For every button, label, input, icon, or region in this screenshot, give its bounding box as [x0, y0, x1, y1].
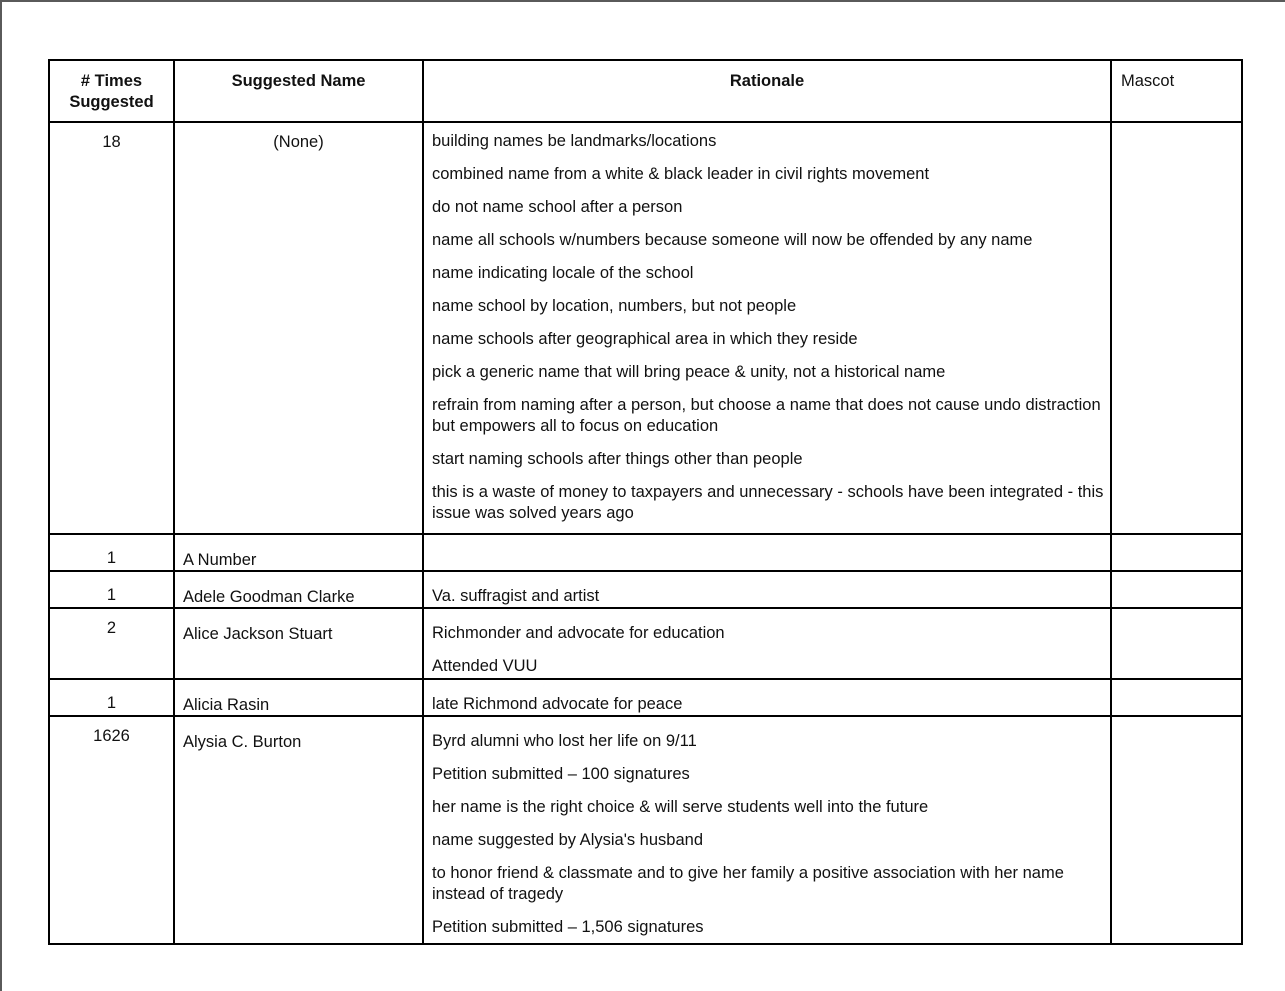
mascot-cell	[1111, 716, 1242, 944]
rationale-cell	[423, 679, 1111, 716]
window-frame-top	[0, 0, 1285, 2]
suggested-name-cell: Alicia Rasin	[174, 679, 423, 716]
rationale-item: do not name school after a person	[432, 198, 683, 216]
table-row	[49, 679, 1242, 716]
rationale-item: her name is the right choice & will serve students well into the future	[432, 798, 929, 816]
times-suggested-cell: 18	[49, 122, 174, 534]
rationale-item: this is a waste of money to taxpayers and unnecessary - schools have been integrated - this issue was solved years ago	[432, 483, 1104, 522]
table-row	[49, 571, 1242, 608]
rationale-item: name school by location, numbers, but not people	[432, 297, 797, 315]
rationale-item: name suggested by Alysia's husband	[432, 831, 703, 849]
times-suggested-cell: 1	[49, 571, 174, 608]
mascot-cell	[1111, 534, 1242, 571]
rationale-cell	[423, 122, 1111, 534]
rationale-item: late Richmond advocate for peace	[432, 695, 683, 713]
times-suggested-cell: 1	[49, 534, 174, 571]
table-row	[49, 534, 1242, 571]
rationale-item: name indicating locale of the school	[432, 264, 694, 282]
times-suggested-cell: 1	[49, 679, 174, 716]
rationale-item: Va. suffragist and artist	[432, 587, 600, 605]
school-name-suggestions-table	[48, 59, 1243, 945]
header-row	[49, 60, 1242, 122]
rationale-item: refrain from naming after a person, but choose a name that does not cause undo distraction but empowers all to focus on education	[432, 396, 1101, 435]
table-row	[49, 608, 1242, 679]
rationale-item: to honor friend & classmate and to give her family a positive association with her name instead of tragedy	[432, 864, 1064, 903]
rationale-item: Petition submitted – 1,506 signatures	[432, 918, 704, 936]
suggested-name-cell: Alysia C. Burton	[174, 716, 423, 944]
table-row	[49, 716, 1242, 944]
rationale-cell	[423, 534, 1111, 571]
rationale-item: Attended VUU	[432, 657, 538, 675]
times-suggested-cell: 1626	[49, 716, 174, 944]
mascot-cell	[1111, 122, 1242, 534]
suggested-name-cell: Adele Goodman Clarke	[174, 571, 423, 608]
mascot-cell	[1111, 679, 1242, 716]
rationale-cell	[423, 716, 1111, 944]
times-suggested-cell: 2	[49, 608, 174, 679]
header-mascot: Mascot	[1111, 60, 1242, 122]
rationale-item: name schools after geographical area in which they reside	[432, 330, 858, 348]
header-times-suggested: # Times Suggested	[49, 60, 174, 122]
rationale-item: Byrd alumni who lost her life on 9/11	[432, 732, 697, 750]
mascot-cell	[1111, 571, 1242, 608]
suggested-name-cell: Alice Jackson Stuart	[174, 608, 423, 679]
suggested-name-cell: (None)	[174, 122, 423, 534]
mascot-cell	[1111, 608, 1242, 679]
rationale-item: name all schools w/numbers because someone will now be offended by any name	[432, 231, 1033, 249]
rationale-item: pick a generic name that will bring peace & unity, not a historical name	[432, 363, 946, 381]
rationale-item: building names be landmarks/locations	[432, 132, 717, 150]
header-suggested-name: Suggested Name	[174, 60, 423, 122]
table-row	[49, 122, 1242, 534]
rationale-cell	[423, 608, 1111, 679]
rationale-item: combined name from a white & black leader in civil rights movement	[432, 165, 930, 183]
suggested-name-cell: A Number	[174, 534, 423, 571]
window-frame-left	[0, 0, 2, 991]
header-rationale: Rationale	[423, 60, 1111, 122]
rationale-item: start naming schools after things other than people	[432, 450, 803, 468]
rationale-item: Petition submitted – 100 signatures	[432, 765, 690, 783]
rationale-item: Richmonder and advocate for education	[432, 624, 725, 642]
rationale-cell	[423, 571, 1111, 608]
